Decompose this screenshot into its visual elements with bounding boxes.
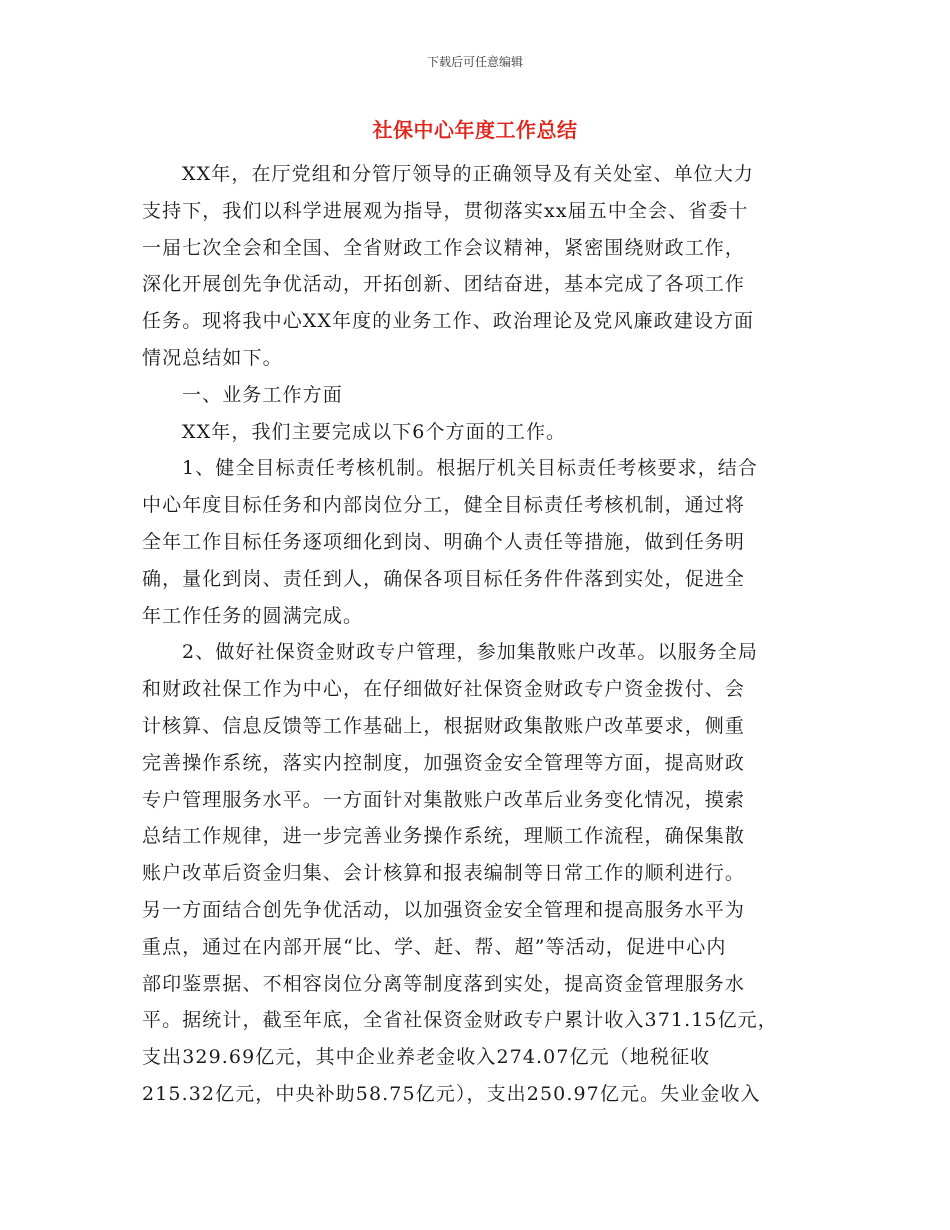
body-line: 支持下，我们以科学进展观为指导，贯彻落实xx届五中全会、省委十	[142, 199, 749, 222]
body-line: 年工作任务的圆满完成。	[142, 604, 364, 627]
body-line: 任务。现将我中心XX年度的业务工作、政治理论及党风廉政建设方面	[142, 310, 755, 333]
body-line: 平。据统计，截至年底，全省社保资金财政专户累计收入371.15亿元，	[142, 1009, 778, 1032]
body-line: XX年，在厅党组和分管厅领导的正确领导及有关处室、单位大力	[182, 163, 754, 185]
body-line: 专户管理服务水平。一方面针对集散账户改革后业务变化情况，摸索	[142, 788, 746, 811]
body-line: 支出329.69亿元，其中企业养老金收入274.07亿元（地税征收	[142, 1046, 711, 1069]
body-line: XX年，我们主要完成以下6个方面的工作。	[182, 420, 567, 443]
body-line: 全年工作目标任务逐项细化到岗、明确个人责任等措施，做到任务明	[142, 530, 746, 553]
body-line: 1、健全目标责任考核机制。根据厅机关目标责任考核要求，结合	[182, 457, 758, 480]
body-line: 215.32亿元，中央补助58.75亿元），支出250.97亿元。失业金收入	[142, 1082, 761, 1105]
body-line: 一届七次全会和全国、全省财政工作会议精神，紧密围绕财政工作，	[142, 236, 746, 259]
body-line: 部印鉴票据、不相容岗位分离等制度落到实处，提高资金管理服务水	[142, 972, 746, 995]
body-line: 深化开展创先争优活动，开拓创新、团结奋进，基本完成了各项工作	[142, 273, 746, 296]
body-line: 重点，通过在内部开展“比、学、赶、帮、超”等活动，促进中心内	[142, 935, 727, 958]
body-line: 一、业务工作方面	[182, 383, 343, 406]
body-line: 和财政社保工作为中心，在仔细做好社保资金财政专户资金拨付、会	[142, 678, 746, 701]
body-line: 中心年度目标任务和内部岗位分工，健全目标责任考核机制，通过将	[142, 494, 746, 517]
body-line: 计核算、信息反馈等工作基础上，根据财政集散账户改革要求，侧重	[142, 714, 746, 737]
body-line: 2、做好社保资金财政专户管理，参加集散账户改革。以服务全局	[182, 641, 758, 664]
download-note: 下载后可任意编辑	[426, 55, 523, 69]
body-line: 另一方面结合创先争优活动，以加强资金安全管理和提高服务水平为	[142, 898, 746, 921]
document-body	[142, 156, 812, 1113]
body-line: 总结工作规律，进一步完善业务操作系统，理顺工作流程，确保集散	[142, 825, 746, 848]
body-line: 完善操作系统，落实内控制度，加强资金安全管理等方面，提高财政	[142, 751, 746, 774]
body-line: 账户改革后资金归集、会计核算和报表编制等日常工作的顺利进行。	[142, 862, 746, 885]
body-line: 确，量化到岗、责任到人，确保各项目标任务件件落到实处，促进全	[142, 567, 746, 590]
body-line: 情况总结如下。	[142, 346, 283, 369]
document-title: 社保中心年度工作总结	[372, 118, 578, 142]
